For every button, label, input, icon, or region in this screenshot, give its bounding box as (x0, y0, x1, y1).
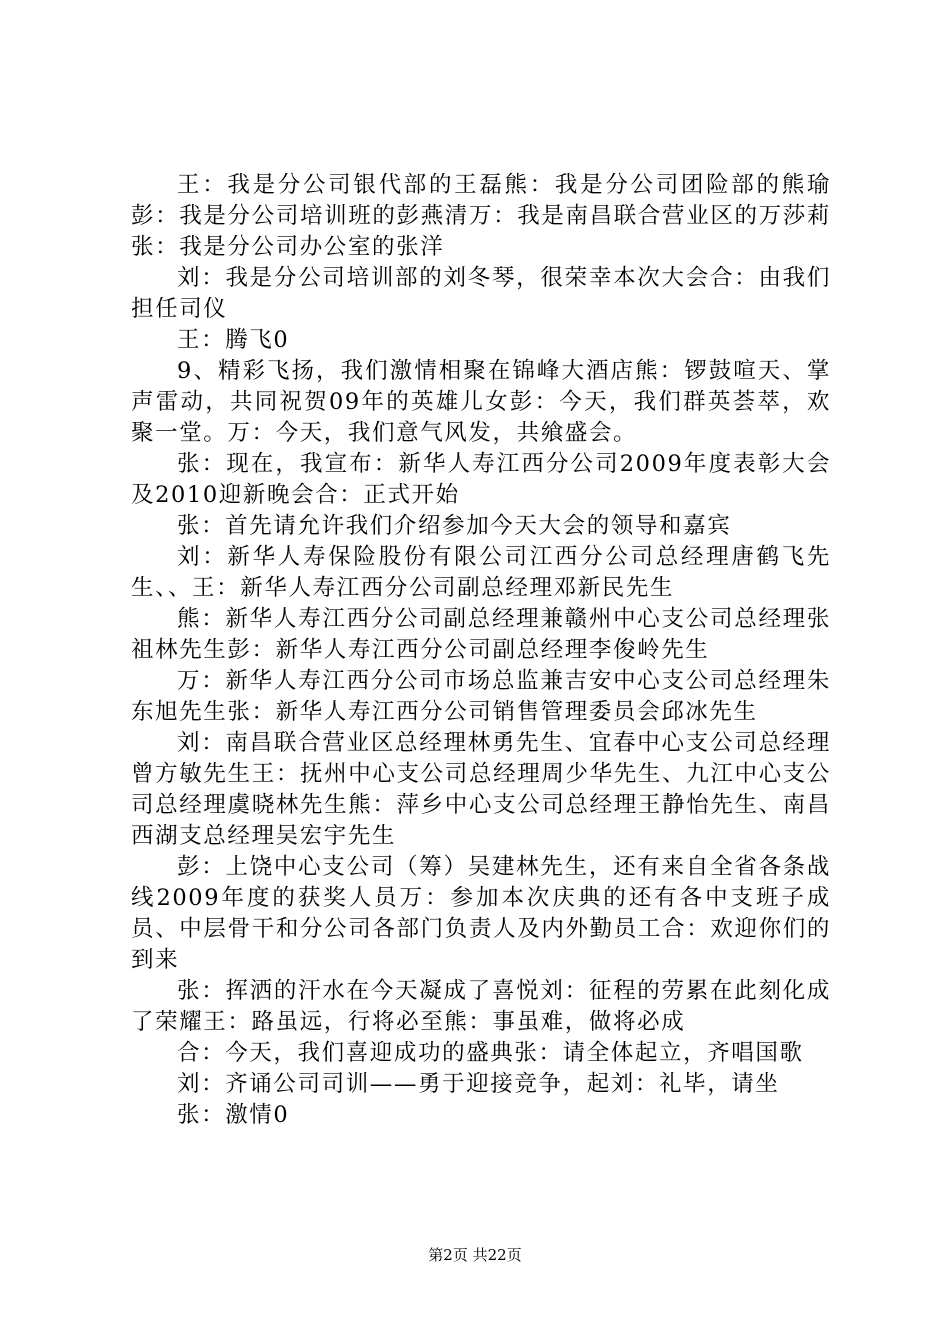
paragraph-11: 彭：上饶中心支公司（筹）吴建林先生，还有来自全省各条战线2009年度的获奖人员万：参加本次庆典的还有各中支班子成员、中层骨干和分公司各部门负责人及内外勤员工合：欢迎你们的到来 (131, 854, 831, 973)
paragraph-13: 合：今天，我们喜迎成功的盛典张：请全体起立，齐唱国歌 (177, 1040, 804, 1066)
paragraph-9: 万：新华人寿江西分公司市场总监兼吉安中心支公司总经理朱东旭先生张：新华人寿江西分公司销售管理委员会邱冰先生 (131, 668, 831, 725)
paragraph-10: 刘：南昌联合营业区总经理林勇先生、宜春中心支公司总经理曾方敏先生王：抚州中心支公司总经理周少华先生、九江中心支公司总经理虞晓林先生熊：萍乡中心支公司总经理王静怡先生、南昌西湖支总经理吴宏宇先生 (131, 730, 831, 849)
paragraph-2: 刘：我是分公司培训部的刘冬琴，很荣幸本次大会合：由我们担任司仪 (131, 265, 831, 322)
paragraph-1: 王：我是分公司银代部的王磊熊：我是分公司团险部的熊瑜彭：我是分公司培训班的彭燕清万：我是南昌联合营业区的万莎莉张：我是分公司办公室的张洋 (131, 172, 831, 260)
document-body (131, 170, 831, 1131)
paragraph-7: 刘：新华人寿保险股份有限公司江西分公司总经理唐鹤飞先生、、王：新华人寿江西分公司副总经理邓新民先生 (131, 544, 831, 601)
paragraph-3: 王：腾飞0 (177, 327, 290, 353)
paragraph-12: 张：挥洒的汗水在今天凝成了喜悦刘：征程的劳累在此刻化成了荣耀王：路虽远，行将必至熊：事虽难，做将必成 (131, 978, 831, 1035)
paragraph-4: 9、精彩飞扬，我们激情相聚在锦峰大酒店熊：锣鼓喧天、掌声雷动，共同祝贺09年的英雄儿女彭：今天，我们群英荟萃，欢聚一堂。万：今天，我们意气风发，共飨盛会。 (131, 358, 831, 446)
paragraph-6: 张：首先请允许我们介绍参加今天大会的领导和嘉宾 (177, 513, 732, 539)
paragraph-14: 刘：齐诵公司司训——勇于迎接竞争，起刘：礼毕，请坐 (177, 1071, 780, 1097)
paragraph-15: 张：激情0 (177, 1102, 290, 1128)
paragraph-8: 熊：新华人寿江西分公司副总经理兼赣州中心支公司总经理张祖林先生彭：新华人寿江西分公司副总经理李俊岭先生 (131, 606, 831, 663)
paragraph-5: 张：现在，我宣布：新华人寿江西分公司2009年度表彰大会及2010迎新晚会合：正式开始 (131, 451, 831, 508)
page-footer: 第2页 共22页 (428, 1246, 522, 1264)
